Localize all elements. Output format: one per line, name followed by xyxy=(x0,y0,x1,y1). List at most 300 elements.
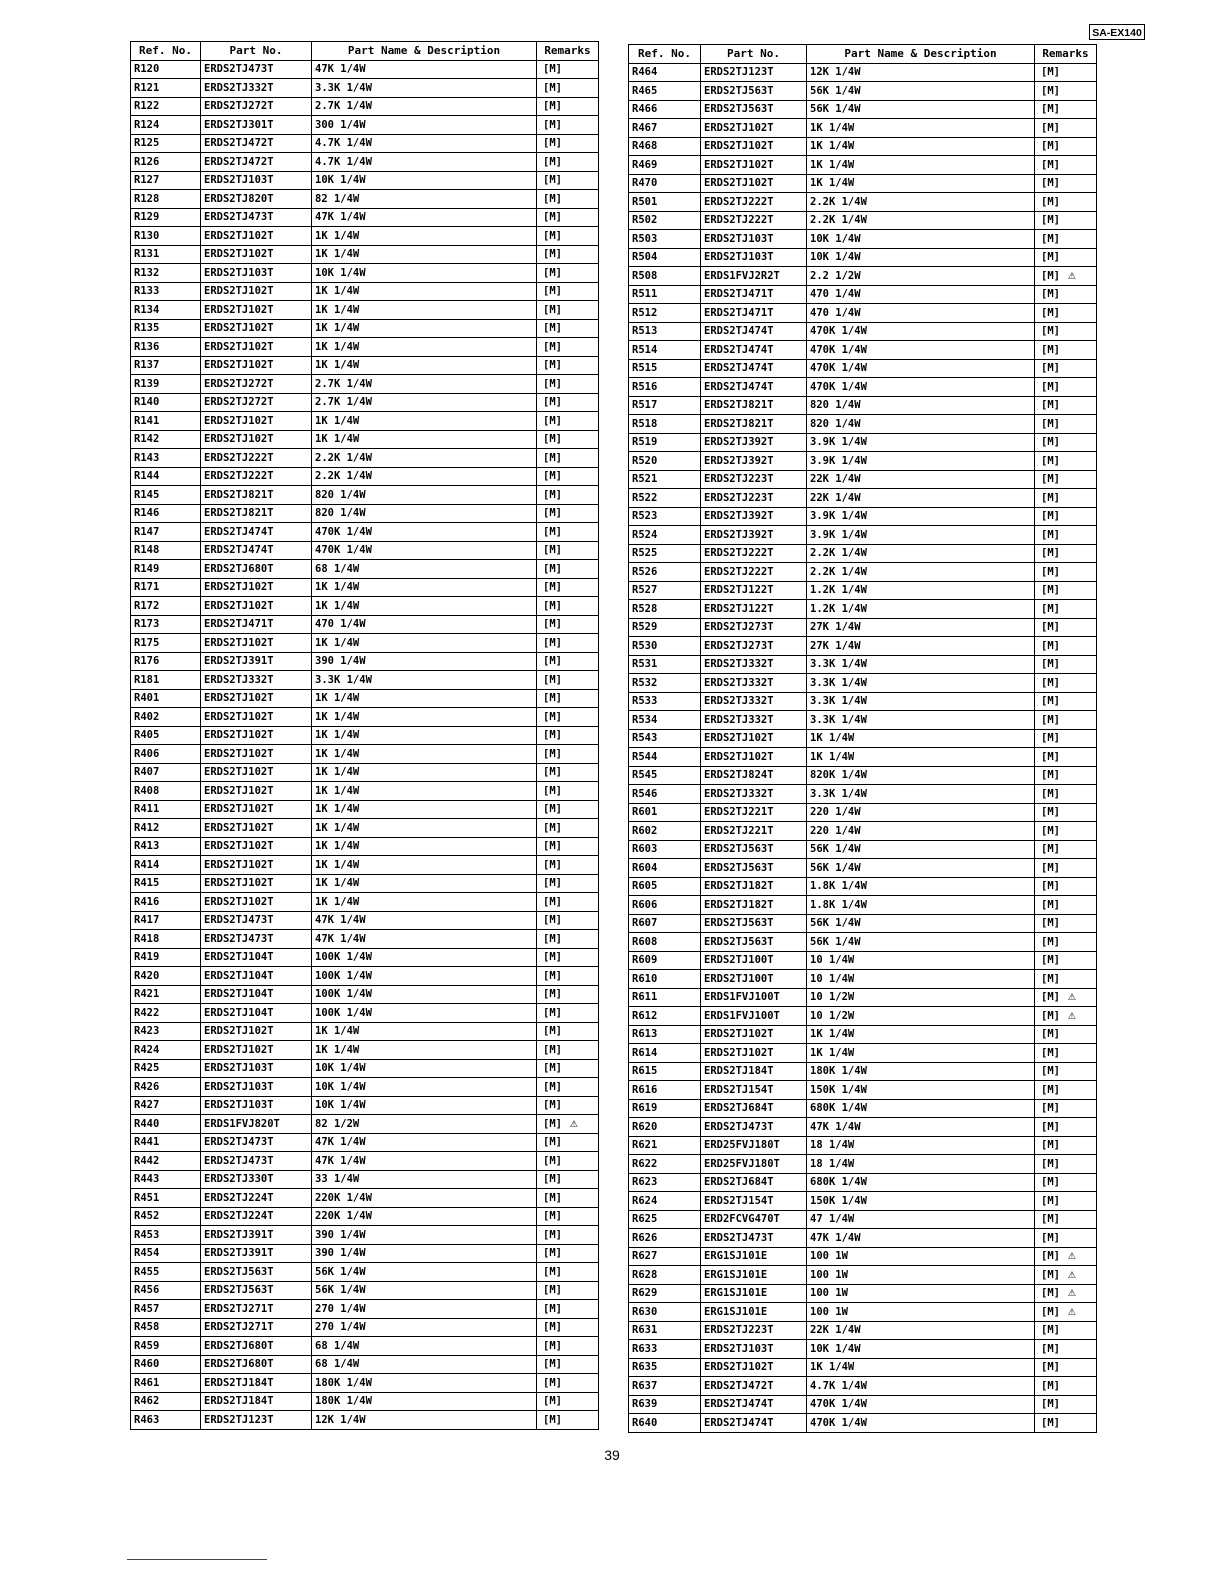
description-cell: 4.7K 1/4W xyxy=(312,134,537,153)
ref-no-cell: R131 xyxy=(131,245,201,264)
table-row xyxy=(629,785,1097,804)
table-row xyxy=(131,634,599,653)
ref-no-cell: R172 xyxy=(131,597,201,616)
table-row xyxy=(131,782,599,801)
ref-no-cell: R529 xyxy=(629,618,701,637)
remarks-text: [M] xyxy=(1041,880,1060,893)
table-row xyxy=(131,430,599,449)
description-cell: 47K 1/4W xyxy=(312,1152,537,1171)
remarks-cell xyxy=(537,726,599,745)
description-cell: 180K 1/4W xyxy=(312,1392,537,1411)
part-no-cell: ERD25FVJ180T xyxy=(701,1155,807,1174)
table-row xyxy=(131,763,599,782)
part-no-cell: ERDS2TJ100T xyxy=(701,951,807,970)
description-cell: 820 1/4W xyxy=(312,486,537,505)
table-row xyxy=(629,951,1097,970)
description-cell: 3.3K 1/4W xyxy=(807,711,1035,730)
part-no-cell: ERDS2TJ102T xyxy=(201,689,312,708)
table-row xyxy=(629,896,1097,915)
part-no-cell: ERDS2TJ100T xyxy=(701,970,807,989)
remarks-cell xyxy=(537,393,599,412)
ref-no-cell: R467 xyxy=(629,119,701,138)
remarks-cell xyxy=(537,856,599,875)
remarks-cell xyxy=(537,1263,599,1282)
table-row xyxy=(131,1004,599,1023)
remarks-cell xyxy=(537,1004,599,1023)
remarks-text: [M] xyxy=(1041,121,1060,134)
ref-no-cell: R637 xyxy=(629,1377,701,1396)
table-row xyxy=(131,1115,599,1134)
description-cell: 1K 1/4W xyxy=(312,856,537,875)
remarks-text: [M] xyxy=(543,451,562,464)
header-remarks: Remarks xyxy=(1035,45,1097,64)
table-row xyxy=(131,171,599,190)
remarks-cell xyxy=(1035,230,1097,249)
ref-no-cell: R452 xyxy=(131,1207,201,1226)
table-row xyxy=(131,393,599,412)
ref-no-cell: R527 xyxy=(629,581,701,600)
header-part-no: Part No. xyxy=(201,42,312,61)
remarks-text: [M] xyxy=(1041,658,1060,671)
table-row xyxy=(629,415,1097,434)
table-row xyxy=(131,1263,599,1282)
description-cell: 1K 1/4W xyxy=(312,1022,537,1041)
ref-no-cell: R522 xyxy=(629,489,701,508)
description-cell: 100 1W xyxy=(807,1303,1035,1322)
remarks-text: [M] xyxy=(543,840,562,853)
remarks-cell xyxy=(537,523,599,542)
remarks-text: [M] xyxy=(543,803,562,816)
description-cell: 470 1/4W xyxy=(807,304,1035,323)
part-no-cell: ERDS2TJ391T xyxy=(201,1226,312,1245)
remarks-cell xyxy=(537,264,599,283)
ref-no-cell: R463 xyxy=(131,1411,201,1430)
table-row xyxy=(131,911,599,930)
part-no-cell: ERDS2TJ332T xyxy=(201,671,312,690)
remarks-text: [M] xyxy=(543,1173,562,1186)
ref-no-cell: R518 xyxy=(629,415,701,434)
remarks-text: [M] xyxy=(543,100,562,113)
ref-no-cell: R524 xyxy=(629,526,701,545)
part-no-cell: ERDS2TJ474T xyxy=(701,1414,807,1433)
table-row xyxy=(131,671,599,690)
remarks-cell xyxy=(1035,1062,1097,1081)
ref-no-cell: R521 xyxy=(629,470,701,489)
table-row xyxy=(629,877,1097,896)
remarks-text: [M] xyxy=(1041,1305,1060,1318)
remarks-text: [M] xyxy=(1041,1046,1060,1059)
remarks-cell xyxy=(1035,1210,1097,1229)
remarks-text: [M] xyxy=(1041,602,1060,615)
table-row xyxy=(131,1318,599,1337)
ref-no-cell: R630 xyxy=(629,1303,701,1322)
description-cell: 56K 1/4W xyxy=(807,914,1035,933)
remarks-text: [M] xyxy=(1041,787,1060,800)
table-row xyxy=(629,285,1097,304)
table-row xyxy=(629,1025,1097,1044)
remarks-cell xyxy=(537,671,599,690)
part-no-cell: ERDS2TJ104T xyxy=(201,967,312,986)
remarks-text: [M] xyxy=(1041,750,1060,763)
remarks-cell xyxy=(1035,877,1097,896)
remarks-text: [M] xyxy=(543,266,562,279)
part-no-cell: ERDS2TJ102T xyxy=(201,763,312,782)
part-no-cell: ERDS2TJ473T xyxy=(701,1118,807,1137)
ref-no-cell: R462 xyxy=(131,1392,201,1411)
remarks-cell xyxy=(1035,1044,1097,1063)
table-row xyxy=(131,1170,599,1189)
remarks-text: [M] xyxy=(1041,1342,1060,1355)
ref-no-cell: R544 xyxy=(629,748,701,767)
remarks-text: [M] xyxy=(1041,399,1060,412)
ref-no-cell: R181 xyxy=(131,671,201,690)
remarks-cell xyxy=(537,689,599,708)
remarks-text: [M] xyxy=(1041,251,1060,264)
table-row xyxy=(629,1247,1097,1266)
part-no-cell: ERDS2TJ122T xyxy=(701,581,807,600)
part-no-cell: ERDS2TJ102T xyxy=(201,597,312,616)
part-no-cell: ERG1SJ101E xyxy=(701,1284,807,1303)
remarks-cell xyxy=(1035,748,1097,767)
remarks-text: [M] xyxy=(1041,972,1060,985)
ref-no-cell: R139 xyxy=(131,375,201,394)
part-no-cell: ERDS2TJ102T xyxy=(701,1358,807,1377)
description-cell: 10 1/4W xyxy=(807,951,1035,970)
part-no-cell: ERDS2TJ273T xyxy=(701,637,807,656)
part-no-cell: ERDS2TJ224T xyxy=(201,1189,312,1208)
ref-no-cell: R621 xyxy=(629,1136,701,1155)
table-row xyxy=(629,914,1097,933)
part-no-cell: ERDS2TJ392T xyxy=(701,452,807,471)
table-row xyxy=(131,134,599,153)
remarks-cell xyxy=(1035,1395,1097,1414)
remarks-cell xyxy=(1035,119,1097,138)
part-no-cell: ERDS2TJ103T xyxy=(701,1340,807,1359)
description-cell: 27K 1/4W xyxy=(807,618,1035,637)
ref-no-cell: R176 xyxy=(131,652,201,671)
remarks-text: [M] xyxy=(543,710,562,723)
ref-no-cell: R129 xyxy=(131,208,201,227)
table-row xyxy=(131,208,599,227)
remarks-cell xyxy=(1035,100,1097,119)
table-row xyxy=(131,1133,599,1152)
remarks-text: [M] xyxy=(543,1247,562,1260)
remarks-text: [M] xyxy=(1041,1065,1060,1078)
remarks-cell xyxy=(1035,322,1097,341)
table-row xyxy=(629,1081,1097,1100)
table-row xyxy=(629,378,1097,397)
remarks-cell xyxy=(1035,970,1097,989)
table-row xyxy=(629,1136,1097,1155)
table-row xyxy=(629,988,1097,1007)
part-no-cell: ERDS2TJ103T xyxy=(201,171,312,190)
table-row xyxy=(629,1155,1097,1174)
ref-no-cell: R427 xyxy=(131,1096,201,1115)
header-ref-no: Ref. No. xyxy=(629,45,701,64)
remarks-cell xyxy=(1035,674,1097,693)
table-row xyxy=(131,874,599,893)
table-row xyxy=(131,560,599,579)
part-no-cell: ERDS2TJ223T xyxy=(701,470,807,489)
table-row xyxy=(629,970,1097,989)
remarks-text: [M] xyxy=(543,599,562,612)
remarks-text: [M] xyxy=(543,692,562,705)
remarks-cell xyxy=(537,1133,599,1152)
remarks-cell xyxy=(537,1374,599,1393)
table-row xyxy=(629,470,1097,489)
remarks-cell xyxy=(1035,914,1097,933)
table-header-row xyxy=(629,45,1097,64)
part-no-cell: ERDS2TJ821T xyxy=(701,396,807,415)
remarks-text: [M] xyxy=(1041,214,1060,227)
remarks-text: [M] xyxy=(1041,843,1060,856)
safety-warning-icon: ⚠ xyxy=(1067,1007,1076,1023)
description-cell: 1K 1/4W xyxy=(807,729,1035,748)
table-row xyxy=(629,304,1097,323)
table-row xyxy=(629,100,1097,119)
header-description: Part Name & Description xyxy=(312,42,537,61)
remarks-cell xyxy=(1035,896,1097,915)
remarks-text: [M] xyxy=(1041,1120,1060,1133)
table-row xyxy=(629,748,1097,767)
remarks-text: [M] xyxy=(543,1376,562,1389)
remarks-text: [M] xyxy=(1041,676,1060,689)
ref-no-cell: R519 xyxy=(629,433,701,452)
remarks-text: [M] xyxy=(1041,621,1060,634)
table-row xyxy=(629,1007,1097,1026)
ref-no-cell: R175 xyxy=(131,634,201,653)
table-row xyxy=(131,97,599,116)
description-cell: 56K 1/4W xyxy=(807,82,1035,101)
remarks-text: [M] xyxy=(1041,898,1060,911)
ref-no-cell: R461 xyxy=(131,1374,201,1393)
remarks-text: [M] xyxy=(543,359,562,372)
table-row xyxy=(629,1414,1097,1433)
ref-no-cell: R613 xyxy=(629,1025,701,1044)
table-header-row xyxy=(131,42,599,61)
description-cell: 1K 1/4W xyxy=(312,412,537,431)
remarks-text: [M] xyxy=(1041,547,1060,560)
description-cell: 18 1/4W xyxy=(807,1136,1035,1155)
remarks-cell xyxy=(1035,655,1097,674)
ref-no-cell: R517 xyxy=(629,396,701,415)
remarks-text: [M] xyxy=(543,729,562,742)
remarks-cell xyxy=(537,541,599,560)
remarks-cell xyxy=(537,1244,599,1263)
description-cell: 220 1/4W xyxy=(807,803,1035,822)
ref-no-cell: R543 xyxy=(629,729,701,748)
description-cell: 56K 1/4W xyxy=(807,859,1035,878)
table-row xyxy=(629,803,1097,822)
description-cell: 390 1/4W xyxy=(312,1244,537,1263)
table-row xyxy=(629,174,1097,193)
safety-warning-icon: ⚠ xyxy=(1067,1285,1076,1301)
description-cell: 1K 1/4W xyxy=(312,578,537,597)
description-cell: 820 1/4W xyxy=(312,504,537,523)
description-cell: 390 1/4W xyxy=(312,1226,537,1245)
remarks-cell xyxy=(1035,526,1097,545)
remarks-cell xyxy=(537,948,599,967)
parts-table-right xyxy=(628,44,1097,1433)
remarks-cell xyxy=(537,911,599,930)
remarks-text: [M] xyxy=(543,1117,562,1130)
remarks-text: [M] xyxy=(1041,195,1060,208)
remarks-text: [M] xyxy=(543,1006,562,1019)
remarks-cell xyxy=(1035,1358,1097,1377)
remarks-cell xyxy=(1035,137,1097,156)
ref-no-cell: R607 xyxy=(629,914,701,933)
ref-no-cell: R628 xyxy=(629,1266,701,1285)
part-no-cell: ERDS2TJ154T xyxy=(701,1192,807,1211)
ref-no-cell: R619 xyxy=(629,1099,701,1118)
remarks-text: [M] xyxy=(1041,103,1060,116)
description-cell: 1K 1/4W xyxy=(312,763,537,782)
remarks-cell xyxy=(537,375,599,394)
ref-no-cell: R534 xyxy=(629,711,701,730)
part-no-cell: ERDS2TJ103T xyxy=(701,230,807,249)
ref-no-cell: R520 xyxy=(629,452,701,471)
remarks-text: [M] xyxy=(1041,1250,1060,1263)
remarks-cell xyxy=(1035,304,1097,323)
description-cell: 1K 1/4W xyxy=(312,430,537,449)
description-cell: 470 1/4W xyxy=(807,285,1035,304)
ref-no-cell: R633 xyxy=(629,1340,701,1359)
description-cell: 4.7K 1/4W xyxy=(312,153,537,172)
part-no-cell: ERDS2TJ102T xyxy=(201,708,312,727)
table-row xyxy=(131,1096,599,1115)
ref-no-cell: R623 xyxy=(629,1173,701,1192)
table-row xyxy=(629,63,1097,82)
ref-no-cell: R513 xyxy=(629,322,701,341)
description-cell: 1.2K 1/4W xyxy=(807,600,1035,619)
part-no-cell: ERDS1FVJ820T xyxy=(201,1115,312,1134)
remarks-cell xyxy=(1035,951,1097,970)
part-no-cell: ERDS2TJ474T xyxy=(701,1395,807,1414)
part-no-cell: ERDS2TJ332T xyxy=(701,785,807,804)
remarks-cell xyxy=(1035,82,1097,101)
table-row xyxy=(629,1266,1097,1285)
part-no-cell: ERD2FCVG470T xyxy=(701,1210,807,1229)
remarks-text: [M] xyxy=(1041,343,1060,356)
description-cell: 2.7K 1/4W xyxy=(312,393,537,412)
table-row xyxy=(131,1281,599,1300)
remarks-cell xyxy=(537,412,599,431)
part-no-cell: ERDS2TJ222T xyxy=(701,193,807,212)
remarks-text: [M] xyxy=(543,1210,562,1223)
remarks-cell xyxy=(1035,193,1097,212)
remarks-cell xyxy=(537,467,599,486)
description-cell: 2.2K 1/4W xyxy=(807,193,1035,212)
ref-no-cell: R627 xyxy=(629,1247,701,1266)
description-cell: 1K 1/4W xyxy=(312,874,537,893)
table-row xyxy=(131,60,599,79)
ref-no-cell: R504 xyxy=(629,248,701,267)
description-cell: 100 1W xyxy=(807,1247,1035,1266)
table-row xyxy=(131,1041,599,1060)
remarks-text: [M] xyxy=(1041,1083,1060,1096)
table-row xyxy=(629,655,1097,674)
remarks-text: [M] xyxy=(543,211,562,224)
description-cell: 100 1W xyxy=(807,1284,1035,1303)
ref-no-cell: R420 xyxy=(131,967,201,986)
description-cell: 2.7K 1/4W xyxy=(312,375,537,394)
remarks-cell xyxy=(537,208,599,227)
ref-no-cell: R426 xyxy=(131,1078,201,1097)
table-row xyxy=(131,1337,599,1356)
model-label: SA-EX140 xyxy=(1089,24,1145,40)
remarks-cell xyxy=(537,1318,599,1337)
description-cell: 10K 1/4W xyxy=(807,1340,1035,1359)
part-no-cell: ERDS2TJ563T xyxy=(701,933,807,952)
remarks-text: [M] xyxy=(1041,584,1060,597)
remarks-text: [M] xyxy=(543,507,562,520)
table-row xyxy=(629,1173,1097,1192)
header-ref-no: Ref. No. xyxy=(131,42,201,61)
ref-no-cell: R416 xyxy=(131,893,201,912)
description-cell: 3.3K 1/4W xyxy=(312,79,537,98)
remarks-cell xyxy=(537,893,599,912)
part-no-cell: ERDS2TJ103T xyxy=(701,248,807,267)
table-row xyxy=(131,1300,599,1319)
description-cell: 12K 1/4W xyxy=(807,63,1035,82)
remarks-text: [M] xyxy=(1041,695,1060,708)
description-cell: 180K 1/4W xyxy=(807,1062,1035,1081)
part-no-cell: ERDS2TJ473T xyxy=(201,911,312,930)
remarks-cell xyxy=(1035,1229,1097,1248)
part-no-cell: ERDS2TJ184T xyxy=(201,1392,312,1411)
part-no-cell: ERDS2TJ122T xyxy=(701,600,807,619)
description-cell: 1K 1/4W xyxy=(807,748,1035,767)
ref-no-cell: R132 xyxy=(131,264,201,283)
part-no-cell: ERDS2TJ474T xyxy=(201,523,312,542)
ref-no-cell: R453 xyxy=(131,1226,201,1245)
remarks-cell xyxy=(537,800,599,819)
ref-no-cell: R468 xyxy=(629,137,701,156)
description-cell: 47K 1/4W xyxy=(312,60,537,79)
remarks-cell xyxy=(537,560,599,579)
part-no-cell: ERDS2TJ680T xyxy=(201,1355,312,1374)
remarks-text: [M] xyxy=(543,396,562,409)
table-row xyxy=(629,859,1097,878)
table-row xyxy=(131,615,599,634)
description-cell: 820 1/4W xyxy=(807,415,1035,434)
description-cell: 10K 1/4W xyxy=(312,1078,537,1097)
remarks-text: [M] xyxy=(543,340,562,353)
table-row xyxy=(131,967,599,986)
remarks-cell xyxy=(537,985,599,1004)
remarks-cell xyxy=(1035,452,1097,471)
part-no-cell: ERDS2TJ184T xyxy=(201,1374,312,1393)
table-row xyxy=(131,282,599,301)
ref-no-cell: R137 xyxy=(131,356,201,375)
table-row xyxy=(629,396,1097,415)
ref-no-cell: R406 xyxy=(131,745,201,764)
part-no-cell: ERDS2TJ102T xyxy=(201,319,312,338)
remarks-cell xyxy=(537,597,599,616)
ref-no-cell: R629 xyxy=(629,1284,701,1303)
ref-no-cell: R411 xyxy=(131,800,201,819)
part-no-cell: ERDS2TJ563T xyxy=(701,100,807,119)
description-cell: 470K 1/4W xyxy=(312,541,537,560)
description-cell: 47K 1/4W xyxy=(312,930,537,949)
part-no-cell: ERDS2TJ471T xyxy=(701,285,807,304)
remarks-text: [M] xyxy=(543,155,562,168)
table-row xyxy=(131,1207,599,1226)
ref-no-cell: R612 xyxy=(629,1007,701,1026)
description-cell: 100K 1/4W xyxy=(312,948,537,967)
table-row xyxy=(629,822,1097,841)
table-row xyxy=(131,689,599,708)
